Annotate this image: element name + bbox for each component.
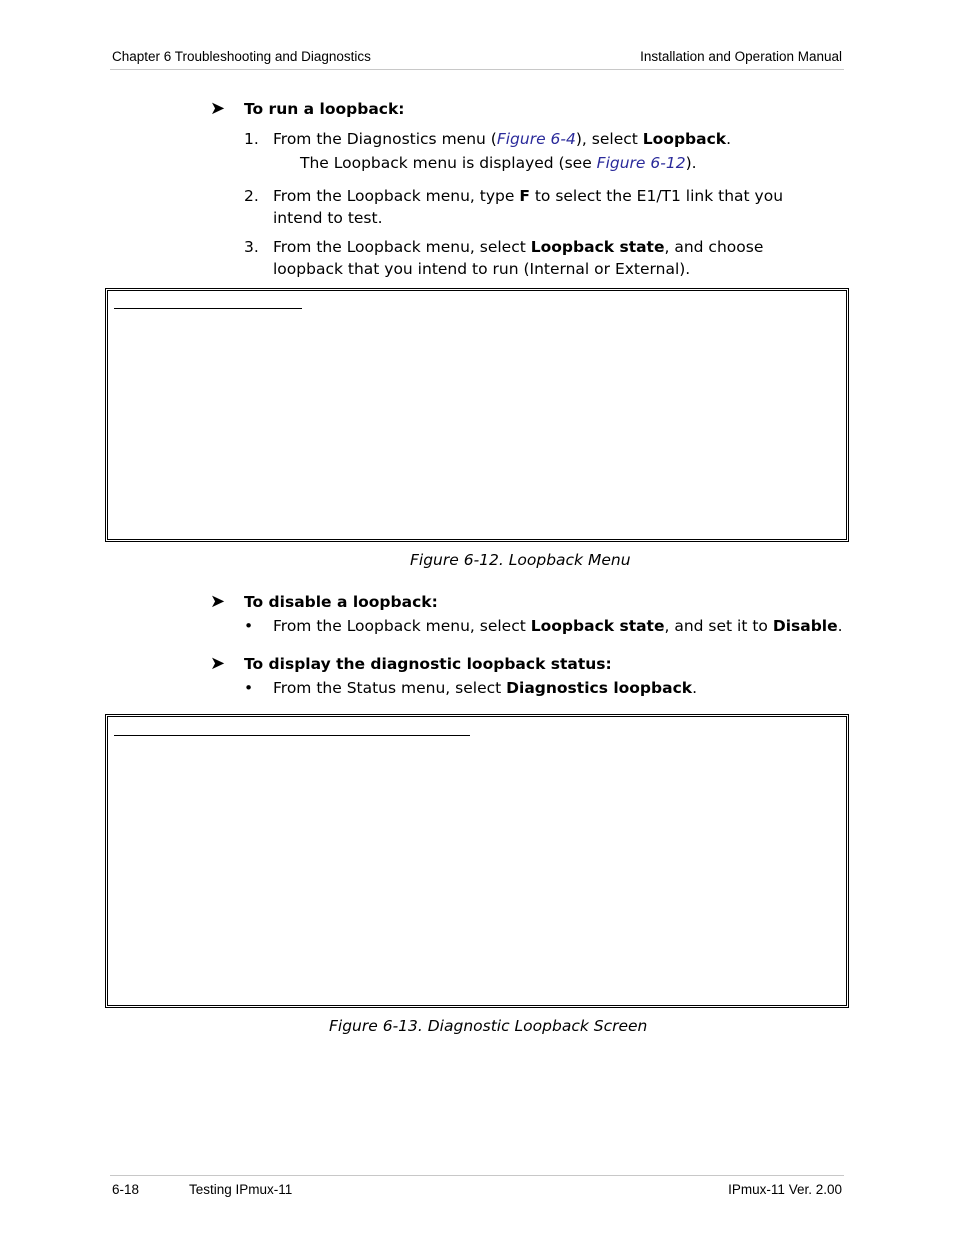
screen-title-underline <box>114 308 302 309</box>
step-number: 1. <box>244 130 259 148</box>
step-text: From the Loopback menu, type <box>273 187 520 205</box>
procedure-run-loopback <box>210 98 404 119</box>
figure-6-4-link[interactable]: Figure 6-4 <box>496 130 576 148</box>
arrow-icon: ➤ <box>210 591 226 612</box>
bullet-disable <box>244 617 843 635</box>
procedure-title: To disable a loopback: <box>244 593 438 611</box>
step-text: to select the E1/T1 link that you intend to test. <box>273 187 784 227</box>
procedure-title: To run a loopback: <box>244 100 405 118</box>
menu-item-name: Loopback <box>642 130 727 148</box>
footer-page-number: 6-18 <box>112 1182 140 1197</box>
figure-6-12-link[interactable]: Figure 6-12 <box>596 154 686 172</box>
bullet-text: From the Status menu, select <box>273 679 507 697</box>
step-3 <box>244 236 834 280</box>
header-chapter: Chapter 6 Troubleshooting and Diagnostics <box>112 49 371 64</box>
menu-item-name: Diagnostics loopback <box>506 679 693 697</box>
header-manual-title: Installation and Operation Manual <box>640 49 842 64</box>
step-1-note <box>300 154 697 172</box>
figure-6-13-frame <box>105 714 849 1008</box>
note-text: The Loopback menu is displayed (see <box>300 154 597 172</box>
menu-item-name: Loopback state <box>530 238 665 256</box>
step-1 <box>244 128 834 150</box>
bullet-text: From the Loopback menu, select <box>273 617 531 635</box>
bullet-text: . <box>837 617 843 635</box>
key-name: F <box>519 187 530 205</box>
step-2 <box>244 185 834 229</box>
procedure-display-status <box>210 653 612 674</box>
figure-6-12-caption: Figure 6-12. Loopback Menu <box>410 551 631 569</box>
step-number: 2. <box>244 187 259 205</box>
menu-item-name: Loopback state <box>530 617 665 635</box>
bullet-text: , and set it to <box>664 617 773 635</box>
procedure-disable-loopback <box>210 591 438 612</box>
step-text: , and choose loopback that you intend to run (Internal or External). <box>273 238 764 278</box>
step-text: . <box>726 130 732 148</box>
screen-title-underline <box>114 735 470 736</box>
figure-6-13-caption: Figure 6-13. Diagnostic Loopback Screen <box>329 1017 648 1035</box>
footer-rule <box>110 1175 844 1176</box>
bullet-status <box>244 679 697 697</box>
footer-version: IPmux-11 Ver. 2.00 <box>728 1182 842 1197</box>
bullet-icon: • <box>244 679 254 697</box>
step-text: From the Loopback menu, select <box>273 238 531 256</box>
footer-section: Testing IPmux-11 <box>189 1182 293 1197</box>
step-number: 3. <box>244 238 259 256</box>
step-text: From the Diagnostics menu ( <box>273 130 497 148</box>
header-rule <box>110 69 844 70</box>
value-name: Disable <box>772 617 838 635</box>
figure-6-12-frame <box>105 288 849 542</box>
note-text: ). <box>685 154 697 172</box>
bullet-text: . <box>692 679 698 697</box>
arrow-icon: ➤ <box>210 653 226 674</box>
arrow-icon: ➤ <box>210 98 226 119</box>
step-text: ), select <box>575 130 643 148</box>
procedure-title: To display the diagnostic loopback status: <box>244 655 612 673</box>
bullet-icon: • <box>244 617 254 635</box>
